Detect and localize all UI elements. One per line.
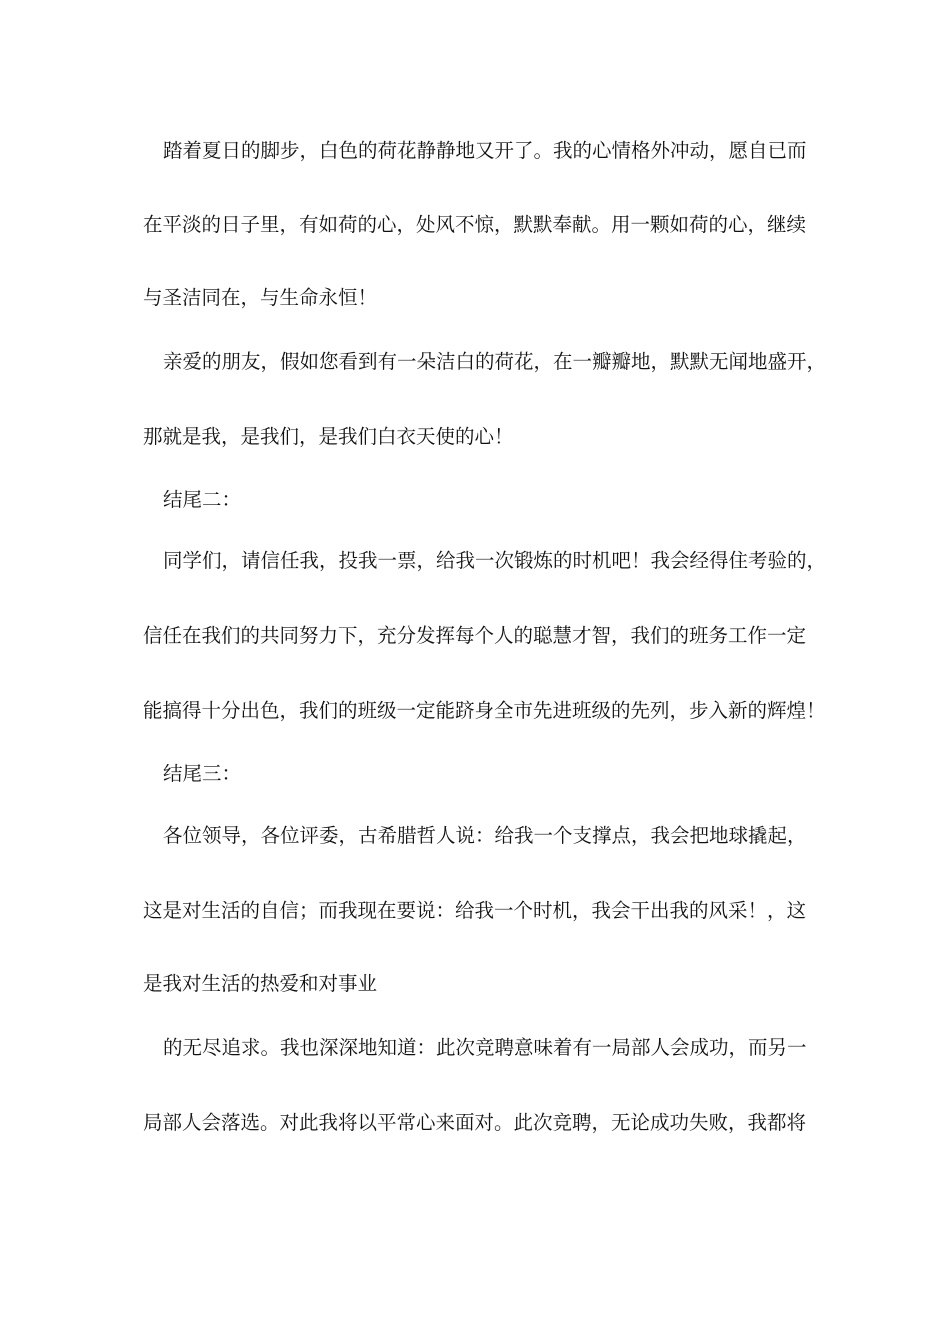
paragraph-line: 那就是我，是我们，是我们白衣天使的心！ [143, 425, 514, 448]
paragraph-line: 局部人会落选。对此我将以平常心来面对。此次竞聘，无论成功失败，我都将 [143, 1111, 807, 1134]
paragraph-line: 信任在我们的共同努力下，充分发挥每个人的聪慧才智，我们的班务工作一定 [143, 624, 807, 647]
paragraph-line: 亲爱的朋友，假如您看到有一朵洁白的荷花，在一瓣瓣地，默默无闻地盛开， [163, 350, 827, 373]
paragraph-line: 在平淡的日子里，有如荷的心，处风不惊，默默奉献。用一颗如荷的心，继续 [143, 213, 807, 236]
paragraph-line: 这是对生活的自信；而我现在要说：给我一个时机，我会干出我的风采！，这 [143, 899, 807, 922]
section-heading: 结尾三： [163, 762, 242, 785]
paragraph-line: 同学们，请信任我，投我一票，给我一次锻炼的时机吧！我会经得住考验的， [163, 549, 827, 572]
paragraph-line: 各位领导，各位评委，古希腊哲人说：给我一个支撑点，我会把地球撬起， [163, 824, 807, 847]
paragraph-line: 的无尽追求。我也深深地知道：此次竞聘意味着有一局部人会成功，而另一 [163, 1036, 807, 1059]
paragraph-line: 与圣洁同在，与生命永恒！ [143, 286, 378, 309]
section-heading: 结尾二： [163, 488, 242, 511]
paragraph-line: 能搞得十分出色，我们的班级一定能跻身全市先进班级的先列，步入新的辉煌！ [143, 699, 826, 722]
paragraph-line: 踏着夏日的脚步，白色的荷花静静地又开了。我的心情格外冲动，愿自已而 [163, 139, 807, 162]
paragraph-line: 是我对生活的热爱和对事业 [143, 972, 378, 995]
